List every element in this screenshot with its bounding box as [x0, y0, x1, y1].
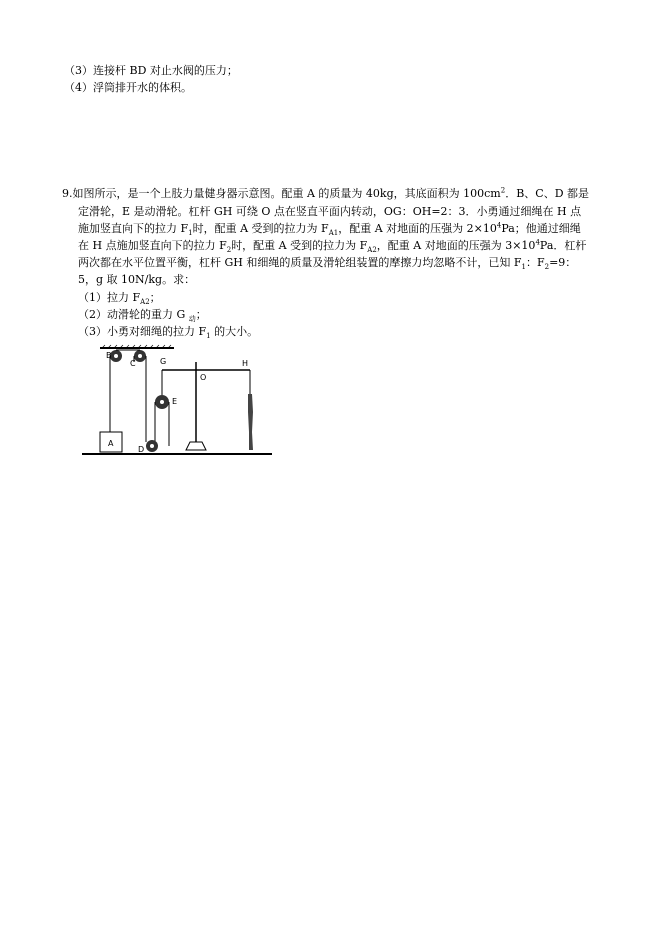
text: 时，配重 A 受到的拉力为 F — [192, 222, 329, 235]
pulley-b-axle — [114, 354, 118, 358]
problem-number: 9. — [62, 187, 73, 200]
sup: 4 — [535, 238, 540, 247]
sub: 2 — [544, 263, 550, 272]
label-o: O — [200, 373, 207, 382]
text: Pa；他通过细绳 — [501, 222, 581, 235]
pulley-c-axle — [138, 354, 142, 358]
label-h: H — [242, 359, 249, 368]
sub: 动 — [188, 315, 196, 324]
problem-9-line-3 — [78, 221, 581, 237]
problem-9-line-4 — [78, 238, 586, 254]
problem-9-line-5 — [78, 255, 576, 271]
pulley-d-axle — [150, 444, 154, 448]
text: =9： — [549, 256, 577, 269]
label-d: D — [138, 445, 145, 454]
prev-question-4: （4）浮筒排开水的体积。 — [64, 81, 192, 94]
sub-question-1 — [78, 290, 161, 306]
problem-9-line-1 — [62, 186, 589, 202]
text: ．B、C、D 都是 — [505, 187, 590, 200]
text: ，配重 A 对地面的压强为 3×10 — [376, 239, 536, 252]
sub: 1 — [521, 263, 526, 272]
problem-9-line-6: 5，g 取 10N/kg。求： — [78, 273, 196, 286]
sub: A2 — [140, 298, 150, 307]
diagram-svg — [78, 342, 274, 460]
sub: 1 — [188, 229, 193, 238]
sub: A2 — [367, 246, 377, 255]
text: ； — [195, 308, 207, 321]
sup: 2 — [500, 186, 506, 195]
sub-question-3 — [78, 324, 258, 340]
text: 施加竖直向下的拉力 F — [78, 222, 189, 235]
pulley-e-axle — [160, 400, 164, 404]
text: Pa．杠杆 — [539, 239, 587, 252]
text: 如图所示，是一个上肢力量健身器示意图。配重 A 的质量为 40kg，其底面积为 100cm — [72, 187, 501, 200]
text: 的大小。 — [210, 325, 259, 338]
sub-question-2 — [78, 307, 207, 323]
sub: 2 — [226, 246, 232, 255]
text: 时，配重 A 受到的拉力为 F — [231, 239, 368, 252]
text: ，配重 A 对地面的压强为 2×10 — [338, 222, 497, 235]
prev-question-3: （3）连接杆 BD 对止水阀的压力； — [64, 64, 238, 77]
fitness-device-diagram — [78, 342, 274, 460]
label-e: E — [172, 397, 178, 406]
person-figure — [248, 394, 253, 450]
text: ：F — [525, 256, 545, 269]
label-a: A — [108, 439, 114, 448]
label-g: G — [160, 357, 167, 366]
label-b: B — [106, 351, 112, 360]
label-c: C — [130, 359, 136, 368]
text: 两次都在水平位置平衡，杠杆 GH 和细绳的质量及滑轮组装置的摩擦力均忽略不计，已知 F — [78, 256, 522, 269]
text: （3）小勇对细绳的拉力 F — [78, 325, 207, 338]
problem-9-line-2: 定滑轮，E 是动滑轮。杠杆 GH 可绕 O 点在竖直平面内转动，OG：OH=2：3．小勇通过细绳在 H 点 — [78, 205, 582, 218]
text: （1）拉力 F — [78, 291, 141, 304]
text: 在 H 点施加竖直向下的拉力 F — [78, 239, 227, 252]
sub: A1 — [328, 229, 339, 238]
sub: 1 — [206, 332, 211, 341]
sup: 4 — [496, 221, 502, 230]
text: （2）动滑轮的重力 G — [78, 308, 189, 321]
stand-base — [186, 442, 206, 450]
text: ； — [149, 291, 161, 304]
